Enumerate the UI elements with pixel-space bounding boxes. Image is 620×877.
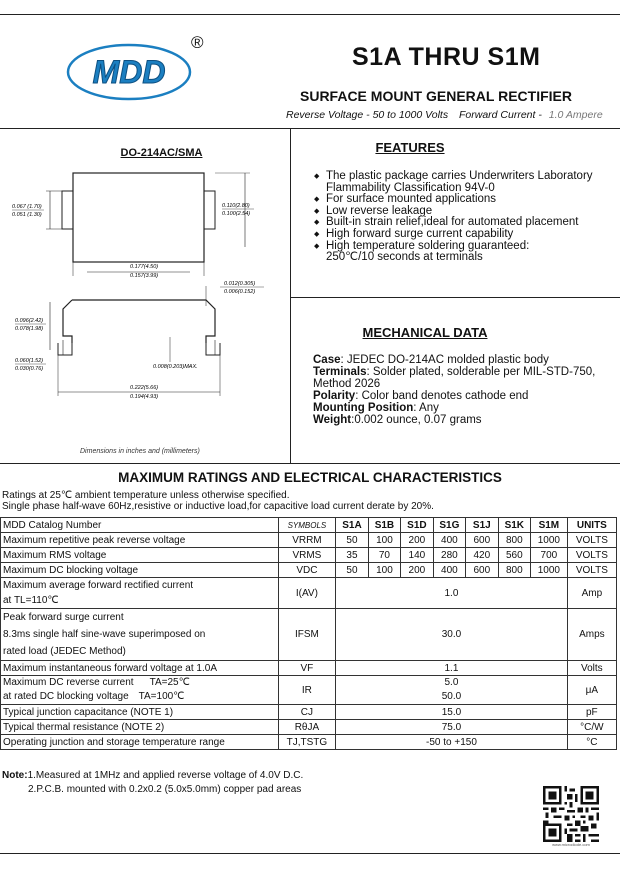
row-symbol: VRMS: [278, 548, 336, 563]
header-divider: [0, 128, 620, 129]
table-row: [1, 720, 617, 735]
dim-d6: 0.060(1.52): [15, 358, 44, 364]
page-title: S1A THRU S1M: [352, 43, 541, 71]
row-units: Amps: [567, 609, 616, 661]
row-symbol: IFSM: [278, 609, 336, 661]
row-units: Volts: [567, 661, 616, 676]
row-value: 1.1: [336, 661, 567, 676]
header-part: S1G: [433, 518, 465, 533]
ratings-note-2: Single phase half-wave 60Hz,resistive or inductive load,for capacitive load current derate by 20%.: [2, 501, 434, 512]
terminals-text-2: Method 2026: [313, 378, 381, 390]
row-param: Maximum RMS voltage: [1, 548, 279, 563]
dim-d4b: 0.006(0.152): [224, 289, 256, 295]
table-row: [1, 578, 617, 609]
dim-d7: 0.008(0.203)MAX.: [153, 364, 198, 370]
row-value: 35: [336, 548, 368, 563]
row-value: 420: [466, 548, 498, 563]
row-param: [1, 578, 279, 609]
dim-d6b: 0.030(0.76): [15, 366, 44, 372]
dim-d1b: 0.051 (1.30): [12, 212, 42, 218]
row-param: [1, 676, 279, 705]
weight-text: :0.002 ounce, 0.07 grams: [351, 414, 482, 426]
dim-d2b: 0.100(2.54): [222, 211, 251, 217]
mechanical-data: [313, 354, 613, 426]
row-units: Amp: [567, 578, 616, 609]
header-part: S1A: [336, 518, 368, 533]
row-symbol: VF: [278, 661, 336, 676]
row-param: Maximum DC blocking voltage: [1, 563, 279, 578]
row-value: 75.0: [336, 720, 567, 735]
features-list: [314, 171, 614, 264]
dim-d8: 0.222(5.66): [130, 385, 159, 391]
row-param-line: Maximum DC reverse current: [3, 677, 134, 688]
polarity-label: Polarity: [313, 390, 356, 402]
mounting-label: Mounting Position: [313, 402, 414, 414]
row-param-line: Maximum average forward rectified current: [3, 580, 194, 591]
case-label: Case: [313, 354, 341, 366]
row-value: [336, 676, 567, 705]
table-row: [1, 661, 617, 676]
forward-current-label: Forward Current -: [459, 109, 542, 121]
row-param: [1, 609, 279, 661]
header-part: S1M: [531, 518, 568, 533]
table-row: [1, 563, 617, 578]
forward-current-value: 1.0 Ampere: [548, 109, 603, 121]
table-row: [1, 676, 617, 705]
package-outline-drawing: [10, 160, 280, 450]
row-units: μA: [567, 676, 616, 705]
qr-code-icon: [543, 786, 599, 842]
row-param: Maximum instantaneous forward voltage at 1.0A: [1, 661, 279, 676]
row-condition: TA=100℃: [138, 691, 185, 702]
features-title: FEATURES: [375, 140, 445, 155]
row-value-line: 50.0: [441, 691, 462, 702]
row-value: 800: [498, 533, 530, 548]
header-part: S1B: [368, 518, 400, 533]
row-value: 70: [368, 548, 400, 563]
polarity-text: : Color band denotes cathode end: [355, 390, 529, 402]
row-value: 100: [368, 533, 400, 548]
row-param: Typical junction capacitance (NOTE 1): [1, 705, 279, 720]
table-row: [1, 705, 617, 720]
weight-label: Weight: [313, 414, 352, 426]
header-param: MDD Catalog Number: [1, 518, 279, 533]
row-units: VOLTS: [567, 533, 616, 548]
dim-d5b: 0.078(1.98): [15, 326, 44, 332]
row-symbol: IR: [278, 676, 336, 705]
case-text: : JEDEC DO-214AC molded plastic body: [340, 354, 549, 366]
note-1: 1.Measured at 1MHz and applied reverse voltage of 4.0V D.C.: [27, 770, 304, 781]
row-value: 100: [368, 563, 400, 578]
row-param: Operating junction and storage temperature range: [1, 735, 279, 750]
row-value: 1.0: [336, 578, 567, 609]
row-units: VOLTS: [567, 563, 616, 578]
ratings-table: [0, 517, 617, 750]
row-value: 600: [466, 563, 498, 578]
row-units: °C: [567, 735, 616, 750]
header-part: S1J: [466, 518, 498, 533]
row-value: 200: [401, 533, 433, 548]
feature-item: 250℃/10 seconds at terminals: [326, 251, 483, 264]
row-param-line: rated load (JEDEC Method): [3, 646, 126, 657]
row-value-line: 5.0: [444, 677, 459, 688]
row-param: Maximum repetitive peak reverse voltage: [1, 533, 279, 548]
feature-item: ◆ The plastic package carries Underwriters Laboratory: [314, 171, 614, 183]
feature-item: ◆ High forward surge current capability: [314, 229, 614, 241]
table-header-row: [1, 518, 617, 533]
row-units: VOLTS: [567, 548, 616, 563]
row-value: 200: [401, 563, 433, 578]
dimensions-note: Dimensions in inches and (millimeters): [80, 448, 200, 455]
notes: [2, 769, 303, 797]
dim-d3b: 0.157(3.99): [130, 273, 159, 279]
row-value: -50 to +150: [336, 735, 567, 750]
ratings-divider: [0, 463, 620, 464]
mounting-text: : Any: [413, 402, 439, 414]
row-symbol: I(AV): [278, 578, 336, 609]
row-value: 560: [498, 548, 530, 563]
mdd-logo: [66, 43, 192, 101]
row-value: 50: [336, 563, 368, 578]
table-row: [1, 533, 617, 548]
row-param-line: at rated DC blocking voltage: [3, 691, 129, 702]
package-name: DO-214AC/SMA: [120, 147, 203, 159]
row-value: 30.0: [336, 609, 567, 661]
ratings-conditions: [2, 490, 434, 512]
table-row: [1, 548, 617, 563]
row-value: 140: [401, 548, 433, 563]
row-value: 280: [433, 548, 465, 563]
feature-item: ◆ Low reverse leakage: [314, 206, 614, 218]
table-row: [1, 609, 617, 661]
row-symbol: TJ,TSTG: [278, 735, 336, 750]
qr-caption: www.microdiode.com: [552, 842, 590, 847]
bottom-border: [0, 853, 620, 854]
table-row: [1, 735, 617, 750]
row-condition: TA=25℃: [149, 677, 190, 688]
header-part: S1K: [498, 518, 530, 533]
registered-mark: ®: [191, 33, 204, 52]
row-value: 600: [466, 533, 498, 548]
dim-d1: 0.067 (1.70): [12, 204, 42, 210]
row-value: 800: [498, 563, 530, 578]
row-units: pF: [567, 705, 616, 720]
feature-item: ◆ Built-in strain relief,ideal for automated placement: [314, 217, 614, 229]
row-value: 400: [433, 533, 465, 548]
row-symbol: VDC: [278, 563, 336, 578]
ratings-title: MAXIMUM RATINGS AND ELECTRICAL CHARACTERISTICS: [118, 470, 502, 485]
row-param: Typical thermal resistance (NOTE 2): [1, 720, 279, 735]
row-symbol: RθJA: [278, 720, 336, 735]
dim-d5: 0.096(2.42): [15, 318, 44, 324]
svg-text:MDD: MDD: [92, 54, 166, 90]
page-subtitle: SURFACE MOUNT GENERAL RECTIFIER: [300, 88, 572, 104]
row-symbol: CJ: [278, 705, 336, 720]
feature-item: Flammability Classification 94V-0: [326, 181, 495, 194]
row-symbol: VRRM: [278, 533, 336, 548]
header-part: S1D: [401, 518, 433, 533]
dim-d3: 0.177(4.50): [130, 264, 159, 270]
row-value: 50: [336, 533, 368, 548]
terminals-text: : Solder plated, solderable per MIL-STD-750,: [366, 366, 596, 378]
row-param-line: at TL=110℃: [3, 595, 59, 606]
top-border: [0, 14, 620, 15]
mechanical-title: MECHANICAL DATA: [362, 325, 488, 340]
voltage-current-line: [286, 109, 603, 121]
dim-d4: 0.012(0.305): [224, 281, 256, 287]
terminals-label: Terminals: [313, 366, 367, 378]
reverse-voltage: Reverse Voltage - 50 to 1000 Volts: [286, 109, 449, 121]
dim-d8b: 0.194(4.93): [130, 394, 159, 400]
row-value: 15.0: [336, 705, 567, 720]
dim-d2: 0.110(2.80): [222, 203, 250, 209]
row-value: 700: [531, 548, 568, 563]
feature-item: ◆ High temperature soldering guaranteed:: [314, 241, 614, 253]
row-units: °C/W: [567, 720, 616, 735]
header-symbols: SYMBOLS: [278, 518, 336, 533]
center-divider: [290, 128, 291, 463]
ratings-note-1: Ratings at 25℃ ambient temperature unless otherwise specified.: [2, 490, 290, 501]
row-param-line: Peak forward surge current: [3, 612, 124, 623]
row-value: 1000: [531, 533, 568, 548]
header-units: UNITS: [567, 518, 616, 533]
notes-label: Note:: [2, 770, 28, 781]
row-value: 400: [433, 563, 465, 578]
features-mech-divider: [290, 297, 620, 298]
row-value: 1000: [531, 563, 568, 578]
row-param-line: 8.3ms single half sine-wave superimposed on: [3, 629, 206, 640]
feature-item: ◆ For surface mounted applications: [314, 194, 614, 206]
note-2: 2.P.C.B. mounted with 0.2x0.2 (5.0x5.0mm) copper pad areas: [28, 784, 302, 795]
